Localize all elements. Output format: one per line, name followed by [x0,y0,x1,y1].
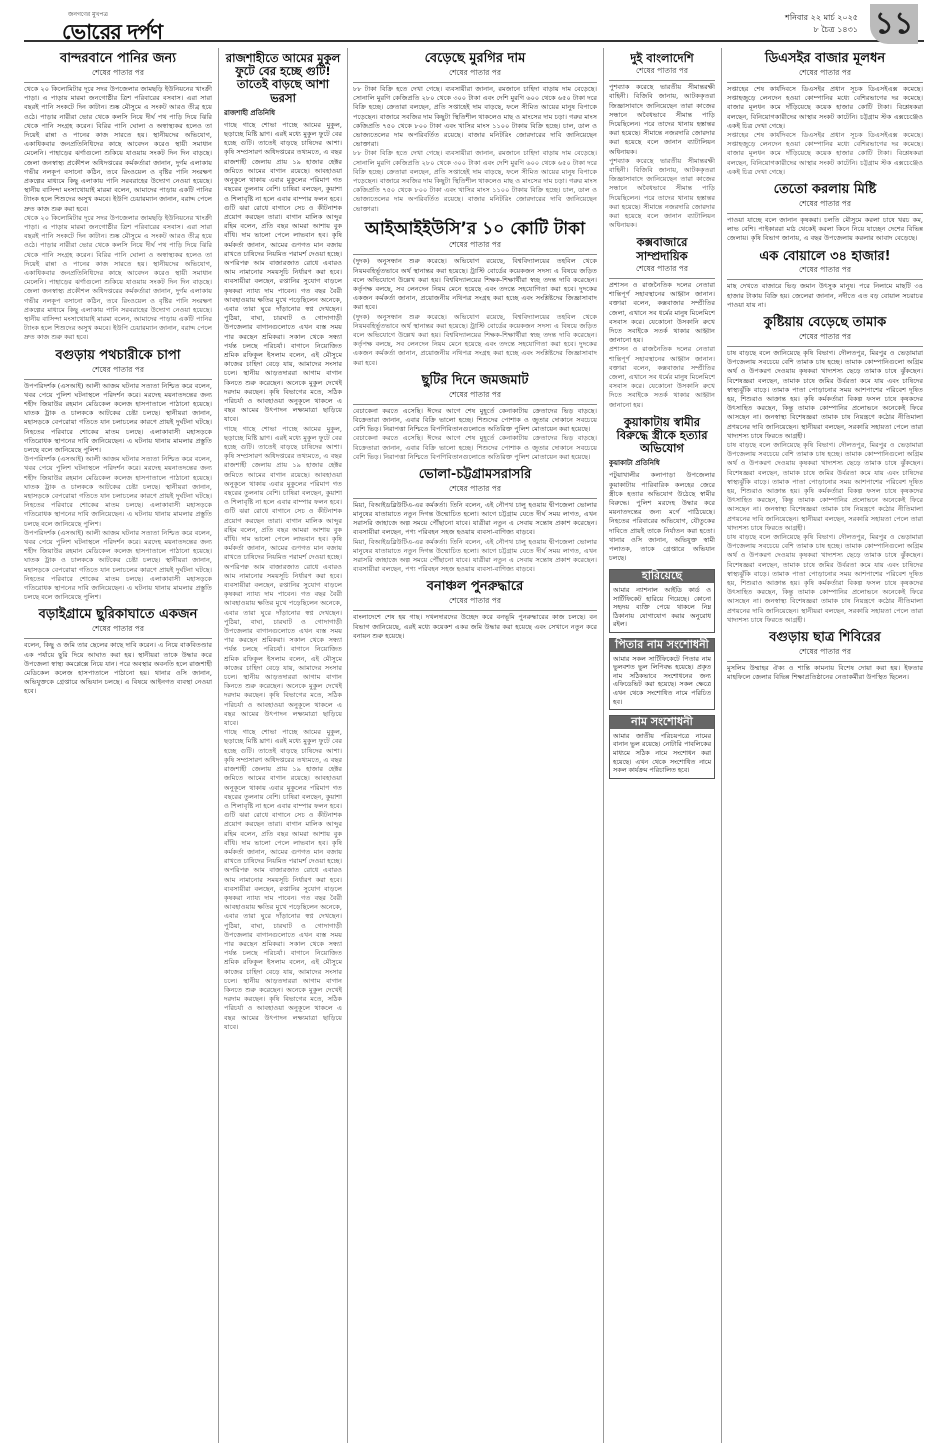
story-dse-capital [727,52,923,177]
story-body-continued: ৮৮ টাকা বিক্রি হতে দেখা গেছে। ব্যবসায়ীরা জানান, রমজানে চাহিদা বাড়ায় দাম বেড়েছে। সোনালি মুরগি কেজিপ্রতি ২৮০ থেকে ৩০০ টাকা এবং দেশি মুরগি ৬০০ থেকে ৬৫০ টাকা দরে বিক্রি হচ্ছে। ক্রেতারা বলছেন, প্রতি সপ্তাহেই দাম বাড়ছে, ফলে সীমিত আয়ের মানুষ বিপাকে পড়েছেন। বাজারে সবজির দাম কিছুটা স্থিতিশীল থাকলেও মাছ ও মাংসের দাম চড়া। গরুর মাংস কেজিপ্রতি ৭৫০ থেকে ৮০০ টাকা এবং খাসির মাংস ১১০০ টাকায় বিক্রি হচ্ছে। চাল, ডাল ও ভোজ্যতেলের দাম অপরিবর্তিত রয়েছে। বাজার মনিটরিং জোরদারের দাবি জানিয়েছেন ভোক্তারা। [353,149,597,213]
story-body: (দুদক) অনুসন্ধান শুরু করেছে। অভিযোগ রয়েছে, বিশ্ববিদ্যালয়ের তহবিল থেকে নিয়মবহির্ভূতভাবে অর্থ স্থানান্তর করা হয়েছে। ট্রাস্টি বোর্ডের কয়েকজন সদস্য এ বিষয়ে জড়িত বলে অভিযোগে উল্লেখ করা হয়। বিশ্ববিদ্যালয়ের শিক্ষক-শিক্ষার্থীরা স্বচ্ছ তদন্ত দাবি করেছেন। কর্তৃপক্ষ বলছে, সব লেনদেন নিয়ম মেনে হয়েছে এবং তদন্তে সহযোগিতা করা হবে। দুদকের একজন কর্মকর্তা জানান, প্রয়োজনীয় নথিপত্র সংগ্রহ করা হচ্ছে এবং সংশ্লিষ্টদের জিজ্ঞাসাবাদ করা হবে। [353,257,597,312]
continued-label: শেষের পাতার পর [727,68,923,83]
headline: কক্সবাজারে সাম্প্রদায়িক [636,235,688,263]
continued-label: শেষের পাতার পর [353,596,597,611]
continued-label: শেষের পাতার পর [24,365,212,380]
headline: বগুড়ায় ছাত্র শিবিরের [769,630,881,646]
story-body: বাংলাদেশে শেষ হয় গাছ। দখলদারদের উচ্ছেদ করে বনভূমি পুনরুদ্ধারের কাজ চলছে। বন বিভাগ জানিয়েছে, এরই মধ্যে কয়েকশ একর জমি উদ্ধার করা হয়েছে এবং সেখানে নতুন করে বনায়ন শুরু হয়েছে। [353,613,597,640]
story-body: বলেন, কিছু ও জমি তার ছেলের কাছে দাবি করেন। এ নিয়ে বাকবিতণ্ডার এক পর্যায়ে ছুরি দিয়ে আঘাত করা হয়। স্থানীয়রা তাকে উদ্ধার করে উপজেলা স্বাস্থ্য কমপ্লেক্সে নিয়ে যান। পরে অবস্থার অবনতি হলে রাজশাহী মেডিকেল কলেজ হাসপাতালে পাঠানো হয়। থানার ওসি জানান, অভিযুক্তকে গ্রেপ্তারে অভিযান চলছে। এ বিষয়ে আইনগত ব্যবস্থা নেওয়া হবে। [24,641,212,696]
headline: বড়াইগ্রামে ছুরিকাঘাতে একজন [38,607,198,623]
story-iiuc-funds [353,220,597,368]
headline: আইআইইউসি’র ১০ কোটি টাকা [364,218,586,239]
headline: তেতো করলায় মিষ্টি [773,181,877,197]
column-divider [721,48,722,1443]
story-kushtia-tobacco [727,316,923,625]
headline: ছুটির দিনে জমজমাট [421,372,529,388]
story-body: চাষ বাড়ছে বলে জানিয়েছে কৃষি বিভাগ। দৌলতপুর, মিরপুর ও ভেড়ামারা উপজেলায় সবচেয়ে বেশি তামাক চাষ হচ্ছে। তামাক কোম্পানিগুলো অগ্রিম অর্থ ও উপকরণ দেওয়ায় কৃষকরা খাদ্যশস্য ছেড়ে তামাক চাষে ঝুঁকছেন। বিশেষজ্ঞরা বলছেন, তামাক চাষে জমির উর্বরতা কমে যায় এবং চাষিদের স্বাস্থ্যঝুঁকি বাড়ে। তামাক পাতা পোড়ানোর সময় আশপাশের পরিবেশ দূষিত হয়, শিশুরাও আক্রান্ত হয়। কৃষি কর্মকর্তারা বিকল্প ফসল চাষে কৃষকদের উৎসাহিত করছেন, কিন্তু তামাক কোম্পানির প্রলোভনে অনেকেই ফিরে আসছেন না। জনস্বাস্থ্য বিশেষজ্ঞরা তামাক চাষ নিয়ন্ত্রণে কঠোর নীতিমালা প্রণয়নের দাবি জানিয়েছেন। স্থানীয়রা বলছেন, সরকারি সহায়তা পেলে তারা খাদ্যশস্য চাষে ফিরতে আগ্রহী। [727,349,923,440]
headline: কুয়াকাটায় স্বামীর বিরুদ্ধে স্ত্রীকে হত্যার অভিযোগ [616,414,708,456]
column-2 [224,48,342,1443]
story-body-continued: চাষ বাড়ছে বলে জানিয়েছে কৃষি বিভাগ। দৌলতপুর, মিরপুর ও ভেড়ামারা উপজেলায় সবচেয়ে বেশি তামাক চাষ হচ্ছে। তামাক কোম্পানিগুলো অগ্রিম অর্থ ও উপকরণ দেওয়ায় কৃষকরা খাদ্যশস্য ছেড়ে তামাক চাষে ঝুঁকছেন। বিশেষজ্ঞরা বলছেন, তামাক চাষে জমির উর্বরতা কমে যায় এবং চাষিদের স্বাস্থ্যঝুঁকি বাড়ে। তামাক পাতা পোড়ানোর সময় আশপাশের পরিবেশ দূষিত হয়, শিশুরাও আক্রান্ত হয়। কৃষি কর্মকর্তারা বিকল্প ফসল চাষে কৃষকদের উৎসাহিত করছেন, কিন্তু তামাক কোম্পানির প্রলোভনে অনেকেই ফিরে আসছেন না। জনস্বাস্থ্য বিশেষজ্ঞরা তামাক চাষ নিয়ন্ত্রণে কঠোর নীতিমালা প্রণয়নের দাবি জানিয়েছেন। স্থানীয়রা বলছেন, সরকারি সহায়তা পেলে তারা খাদ্যশস্য চাষে ফিরতে আগ্রহী। [727,441,923,532]
story-body: মিয়া, বিআইডব্লিউটিএ-এর কর্মকর্তা। তিনি বলেন, এই নৌপথ চালু হওয়ায় দ্বীপজেলা ভোলার মানুষের যাতায়াতে নতুন দিগন্ত উন্মোচিত হলো। আগে চট্টগ্রাম যেতে দীর্ঘ সময় লাগত, এখন সরাসরি জাহাজে অল্প সময়ে পৌঁছানো যাবে। যাত্রীরা নতুন এ সেবায় সন্তোষ প্রকাশ করেছেন। ব্যবসায়ীরা বলছেন, পণ্য পরিবহন সহজ হওয়ায় ব্যবসা-বাণিজ্য বাড়বে। [353,500,597,537]
dateline [785,12,858,36]
story-body-continued: গাছে গাছে শোভা পাচ্ছে আমের মুকুল, ছড়াচ্ছে মিষ্টি ঘ্রাণ। এরই মধ্যে মুকুল ফুটে বের হচ্ছে গুটি। তাতেই বাড়ছে চাষিদের আশা। কৃষি সম্প্রসারণ অধিদপ্তরের তথ্যমতে, এ বছর রাজশাহী জেলায় প্রায় ১৯ হাজার হেক্টর জমিতে আমের বাগান রয়েছে। আবহাওয়া অনুকূলে থাকায় এবার মুকুলের পরিমাণ গত বছরের তুলনায় বেশি। চাষিরা বলছেন, কুয়াশা ও শিলাবৃষ্টি না হলে এবার বাম্পার ফলন হবে। গুটি ঝরা রোধে বাগানে সেচ ও কীটনাশক প্রয়োগ করছেন তারা। বাগান মালিক আব্দুর রহিম বলেন, প্রতি বছর আমরা আশায় বুক বাঁধি। দাম ভালো পেলে লাভবান হব। কৃষি কর্মকর্তা জানান, আমের গুণগত মান বজায় রাখতে চাষিদের নিয়মিত পরামর্শ দেওয়া হচ্ছে। অপরিপক্ব আম বাজারজাত রোধে এবারও আম নামানোর সময়সূচি নির্ধারণ করা হবে। ব্যবসায়ীরা বলছেন, রপ্তানির সুযোগ বাড়লে কৃষকরা ন্যায্য দাম পাবেন। গত বছর বৈরী আবহাওয়ায় ক্ষতির মুখে পড়েছিলেন অনেকে, এবার তারা ঘুরে দাঁড়ানোর স্বপ্ন দেখছেন। পুঠিয়া, বাঘা, চারঘাট ও গোদাগাড়ী উপজেলার বাগানগুলোতে এখন ব্যস্ত সময় পার করছেন শ্রমিকরা। সকাল থেকে সন্ধ্যা পর্যন্ত চলছে পরিচর্যা। বাগানে নিয়োজিত শ্রমিক রফিকুল ইসলাম বলেন, এই মৌসুমে কাজের চাহিদা বেড়ে যায়, আমাদের সংসার চলে। স্থানীয় আড়তদাররা আগাম বাগান কিনতে শুরু করেছেন। অনেকে মুকুল দেখেই দরদাম করছেন। কৃষি বিভাগের মতে, সঠিক পরিচর্যা ও আবহাওয়া অনুকূলে থাকলে এ বছর আমের উৎপাদন লক্ষ্যমাত্রা ছাড়িয়ে যাবে। [224,424,342,728]
story-bogura-shibir [727,631,923,682]
story-body: পটুয়াখালীর কলাপাড়া উপজেলার কুয়াকাটায় পারিবারিক কলহের জেরে স্ত্রীকে হত্যার অভিযোগ উঠেছে স্বামীর বিরুদ্ধে। পুলিশ মরদেহ উদ্ধার করে ময়নাতদন্তের জন্য মর্গে পাঠিয়েছে। নিহতের পরিবারের অভিযোগ, যৌতুকের দাবিতে প্রায়ই তাকে নির্যাতন করা হতো। থানার ওসি জানান, অভিযুক্ত স্বামী পলাতক, তাকে গ্রেপ্তারে অভিযান চলছে। [609,471,715,563]
continued-label: শেষের পাতার পর [727,332,923,347]
story-rajshahi-mango [224,52,342,1032]
story-body-continued: প্রশাসন ও রাজনৈতিক দলের নেতারা শান্তিপূর্ণ সহাবস্থানের আহ্বান জানান। বক্তারা বলেন, কক্সবাজার সম্প্রীতির জেলা, এখানে সব ধর্মের মানুষ মিলেমিশে বসবাস করে। যেকোনো উসকানি রুখে দিতে সবাইকে সতর্ক থাকার আহ্বান জানানো হয়। [609,345,715,409]
story-body-continued: গাছে গাছে শোভা পাচ্ছে আমের মুকুল, ছড়াচ্ছে মিষ্টি ঘ্রাণ। এরই মধ্যে মুকুল ফুটে বের হচ্ছে গুটি। তাতেই বাড়ছে চাষিদের আশা। কৃষি সম্প্রসারণ অধিদপ্তরের তথ্যমতে, এ বছর রাজশাহী জেলায় প্রায় ১৯ হাজার হেক্টর জমিতে আমের বাগান রয়েছে। আবহাওয়া অনুকূলে থাকায় এবার মুকুলের পরিমাণ গত বছরের তুলনায় বেশি। চাষিরা বলছেন, কুয়াশা ও শিলাবৃষ্টি না হলে এবার বাম্পার ফলন হবে। গুটি ঝরা রোধে বাগানে সেচ ও কীটনাশক প্রয়োগ করছেন তারা। বাগান মালিক আব্দুর রহিম বলেন, প্রতি বছর আমরা আশায় বুক বাঁধি। দাম ভালো পেলে লাভবান হব। কৃষি কর্মকর্তা জানান, আমের গুণগত মান বজায় রাখতে চাষিদের নিয়মিত পরামর্শ দেওয়া হচ্ছে। অপরিপক্ব আম বাজারজাত রোধে এবারও আম নামানোর সময়সূচি নির্ধারণ করা হবে। ব্যবসায়ীরা বলছেন, রপ্তানির সুযোগ বাড়লে কৃষকরা ন্যায্য দাম পাবেন। গত বছর বৈরী আবহাওয়ায় ক্ষতির মুখে পড়েছিলেন অনেকে, এবার তারা ঘুরে দাঁড়ানোর স্বপ্ন দেখছেন। পুঠিয়া, বাঘা, চারঘাট ও গোদাগাড়ী উপজেলার বাগানগুলোতে এখন ব্যস্ত সময় পার করছেন শ্রমিকরা। সকাল থেকে সন্ধ্যা পর্যন্ত চলছে পরিচর্যা। বাগানে নিয়োজিত শ্রমিক রফিকুল ইসলাম বলেন, এই মৌসুমে কাজের চাহিদা বেড়ে যায়, আমাদের সংসার চলে। স্থানীয় আড়তদাররা আগাম বাগান কিনতে শুরু করেছেন। অনেকে মুকুল দেখেই দরদাম করছেন। কৃষি বিভাগের মতে, সঠিক পরিচর্যা ও আবহাওয়া অনুকূলে থাকলে এ বছর আমের উৎপাদন লক্ষ্যমাত্রা ছাড়িয়ে যাবে। [224,728,342,1031]
story-baraigram-stabbing [24,608,212,696]
story-body: গাছে গাছে শোভা পাচ্ছে আমের মুকুল, ছড়াচ্ছে মিষ্টি ঘ্রাণ। এরই মধ্যে মুকুল ফুটে বের হচ্ছে গুটি। তাতেই বাড়ছে চাষিদের আশা। কৃষি সম্প্রসারণ অধিদপ্তরের তথ্যমতে, এ বছর রাজশাহী জেলায় প্রায় ১৯ হাজার হেক্টর জমিতে আমের বাগান রয়েছে। আবহাওয়া অনুকূলে থাকায় এবার মুকুলের পরিমাণ গত বছরের তুলনায় বেশি। চাষিরা বলছেন, কুয়াশা ও শিলাবৃষ্টি না হলে এবার বাম্পার ফলন হবে। গুটি ঝরা রোধে বাগানে সেচ ও কীটনাশক প্রয়োগ করছেন তারা। বাগান মালিক আব্দুর রহিম বলেন, প্রতি বছর আমরা আশায় বুক বাঁধি। দাম ভালো পেলে লাভবান হব। কৃষি কর্মকর্তা জানান, আমের গুণগত মান বজায় রাখতে চাষিদের নিয়মিত পরামর্শ দেওয়া হচ্ছে। অপরিপক্ব আম বাজারজাত রোধে এবারও আম নামানোর সময়সূচি নির্ধারণ করা হবে। ব্যবসায়ীরা বলছেন, রপ্তানির সুযোগ বাড়লে কৃষকরা ন্যায্য দাম পাবেন। গত বছর বৈরী আবহাওয়ায় ক্ষতির মুখে পড়েছিলেন অনেকে, এবার তারা ঘুরে দাঁড়ানোর স্বপ্ন দেখছেন। পুঠিয়া, বাঘা, চারঘাট ও গোদাগাড়ী উপজেলার বাগানগুলোতে এখন ব্যস্ত সময় পার করছেন শ্রমিকরা। সকাল থেকে সন্ধ্যা পর্যন্ত চলছে পরিচর্যা। বাগানে নিয়োজিত শ্রমিক রফিকুল ইসলাম বলেন, এই মৌসুমে কাজের চাহিদা বেড়ে যায়, আমাদের সংসার চলে। স্থানীয় আড়তদাররা আগাম বাগান কিনতে শুরু করেছেন। অনেকে মুকুল দেখেই দরদাম করছেন। কৃষি বিভাগের মতে, সঠিক পরিচর্যা ও আবহাওয়া অনুকূলে থাকলে এ বছর আমের উৎপাদন লক্ষ্যমাত্রা ছাড়িয়ে যাবে। [224,120,342,424]
story-body-continued: (দুদক) অনুসন্ধান শুরু করেছে। অভিযোগ রয়েছে, বিশ্ববিদ্যালয়ের তহবিল থেকে নিয়মবহির্ভূতভাবে অর্থ স্থানান্তর করা হয়েছে। ট্রাস্টি বোর্ডের কয়েকজন সদস্য এ বিষয়ে জড়িত বলে অভিযোগে উল্লেখ করা হয়। বিশ্ববিদ্যালয়ের শিক্ষক-শিক্ষার্থীরা স্বচ্ছ তদন্ত দাবি করেছেন। কর্তৃপক্ষ বলছে, সব লেনদেন নিয়ম মেনে হয়েছে এবং তদন্তে সহযোগিতা করা হবে। দুদকের একজন কর্মকর্তা জানান, প্রয়োজনীয় নথিপত্র সংগ্রহ করা হচ্ছে এবং সংশ্লিষ্টদের জিজ্ঞাসাবাদ করা হবে। [353,312,597,367]
headline: বনাঞ্চল পুনরুদ্ধারে [426,579,524,595]
newspaper-logo: ভোরের দর্পণ [62,20,163,44]
classified-body: আমার ন্যাশনাল আইডি কার্ড ও সার্টিফিকেট হারিয়ে গিয়েছে। কোনো সহৃদয় ব্যক্তি পেয়ে থাকলে নিম্ন ঠিকানায় যোগাযোগ করার অনুরোধ রইল। [613,586,711,629]
story-body-continued: বেচাকেনা করতে এসেছি। ঈদের আগে শেষ মুহূর্তে কেনাকাটায় ক্রেতাদের ভিড় বাড়ছে। বিক্রেতারা জানান, এবার বিক্রি ভালো হচ্ছে। শিশুদের পোশাক ও জুতার দোকানে সবচেয়ে বেশি ভিড়। নিরাপত্তা নিশ্চিতে বিপণিবিতানগুলোতে অতিরিক্ত পুলিশ মোতায়েন করা হয়েছে। [353,434,597,461]
classified-title: পিতার নাম সংশোধনী [610,639,714,652]
continued-label: শেষের পাতার পর [727,199,923,214]
story-body-continued: পুশব্যাক করেছে ভারতীয় সীমান্তরক্ষী বাহিনী। বিজিবি জানায়, আটককৃতরা জিজ্ঞাসাবাদে জানিয়েছেন তারা কাজের সন্ধানে অবৈধভাবে সীমান্ত পাড়ি দিয়েছিলেন। পরে তাদের থানায় হস্তান্তর করা হয়েছে। সীমান্তে নজরদারি জোরদার করা হয়েছে বলে জানান ব্যাটালিয়ন অধিনায়ক। [609,156,715,230]
classified-body: আমার জাতীয় পরিচয়পত্রে নামের বানান ভুল রয়েছে। নোটারি পাবলিকের মাধ্যমে সঠিক নামে সংশোধন করা হয়েছে। এখন থেকে সংশোধিত নামে সকল কার্যক্রম পরিচালিত হবে। [613,731,711,775]
continued-label: শেষের পাতার পর [24,624,212,639]
column-4 [609,48,715,1443]
story-body: প্রশাসন ও রাজনৈতিক দলের নেতারা শান্তিপূর্ণ সহাবস্থানের আহ্বান জানান। বক্তারা বলেন, কক্সবাজার সম্প্রীতির জেলা, এখানে সব ধর্মের মানুষ মিলেমিশে বসবাস করে। যেকোনো উসকানি রুখে দিতে সবাইকে সতর্ক থাকার আহ্বান জানানো হয়। [609,280,715,345]
page-number: ১১ [870,4,918,44]
continued-label: শেষের পাতার পর [353,68,597,83]
story-boal-fish [727,250,923,311]
continued-label: শেষের পাতার পর [353,484,597,499]
story-body: থেকে ২০ কিলোমিটার দূরে সদর উপজেলার জামছড়ি ইউনিয়নের খাংক্রী পাড়া। এ পাড়ায় মারমা জনগোষ্ঠীর ত্রিশ পরিবারের বসবাস। এরা সারা বছরই পানি সংকটে দিন কাটান। শুষ্ক মৌসুমে এ সংকট আরও তীব্র হয়ে ওঠে। পাড়ার নারীরা ভোর থেকে কলসি নিয়ে দীর্ঘ পথ পাড়ি দিয়ে ঝিরি থেকে পানি সংগ্রহ করেন। বিরির পানি ঘোলা ও অস্বাস্থ্যকর হলেও তা দিয়েই রান্না ও পানের কাজ সারতে হয়। স্থানীয়দের অভিযোগ, একাধিকবার জনপ্রতিনিধিদের কাছে আবেদন করেও স্থায়ী সমাধান মেলেনি। পাহাড়ের ঝর্ণাগুলো শুকিয়ে যাওয়ায় সংকট দিন দিন বাড়ছে। জেলা জনস্বাস্থ্য প্রকৌশল অধিদপ্তরের কর্মকর্তারা জানান, দুর্গম এলাকায় গভীর নলকূপ বসানো কঠিন, তবে রিংওয়েল ও বৃষ্টির পানি সংরক্ষণ প্রকল্পের মাধ্যমে কিছু এলাকায় পানি সরবরাহের উদ্যোগ নেওয়া হয়েছে। স্থানীয় বাসিন্দা মংসাথোয়াই মারমা বলেন, আমাদের পাড়ায় একটি পানির ট্যাংক হলে শিশুদের অসুখ কমবে। ইউপি চেয়ারম্যান জানান, বরাদ্দ পেলে দ্রুত কাজ শুরু করা হবে। [24,84,212,213]
headline: ডিএসইর বাজার মূলধন [764,51,886,66]
story-bogura-pedestrian [24,349,212,603]
story-body-continued: মিয়া, বিআইডব্লিউটিএ-এর কর্মকর্তা। তিনি বলেন, এই নৌপথ চালু হওয়ায় দ্বীপজেলা ভোলার মানুষের যাতায়াতে নতুন দিগন্ত উন্মোচিত হলো। আগে চট্টগ্রাম যেতে দীর্ঘ সময় লাগত, এখন সরাসরি জাহাজে অল্প সময়ে পৌঁছানো যাবে। যাত্রীরা নতুন এ সেবায় সন্তোষ প্রকাশ করেছেন। ব্যবসায়ীরা বলছেন, পণ্য পরিবহন সহজ হওয়ায় ব্যবসা-বাণিজ্য বাড়বে। [353,537,597,574]
continued-label: শেষের পাতার পর [727,647,923,662]
continued-label: শেষের পাতার পর [727,265,923,280]
story-body-continued: সপ্তাহের শেষ কার্যদিবসে ডিএসইর প্রধান সূচক ডিএসইএক্স কমেছে। সপ্তাহজুড়ে লেনদেন হওয়া কোম্পানির মধ্যে বেশিরভাগের দর কমেছে। বাজার মূলধন কমে দাঁড়িয়েছে কয়েক হাজার কোটি টাকা। বিশ্লেষকরা বলছেন, বিনিয়োগকারীদের আস্থার সংকট কাটেনি। চট্টগ্রাম স্টক এক্সচেঞ্জেও একই চিত্র দেখা গেছে। [727,130,923,176]
classified-father-name [609,638,715,710]
classified-title: নাম সংশোধনী [610,716,714,729]
story-body: পাওয়া যাচ্ছে বলে জানান কৃষকরা। চলতি মৌসুমে করলা চাষে খরচ কম, লাভ বেশি। পাইকাররা মাঠ থেকেই করলা কিনে নিয়ে যাচ্ছেন দেশের বিভিন্ন জেলায়। কৃষি বিভাগ জানায়, এ বছর উপজেলায় করলার আবাদ বেড়েছে। [727,215,923,243]
story-body: মাছ দেখতে বাজারে ভিড় জমান উৎসুক মানুষ। পরে নিলামে মাছটি ৩৪ হাজার টাকায় বিক্রি হয়। জেলেরা জানান, নদীতে এত বড় বোয়াল সচরাচর পাওয়া যায় না। [727,282,923,309]
story-forest-recovery [353,580,597,641]
classified-title: হারিয়েছে [610,570,714,583]
story-two-bangladeshis [609,52,715,230]
headline: ভোলা-চট্টগ্রামসরাসরি [418,466,532,482]
masthead [24,6,924,42]
story-body: পুশব্যাক করেছে ভারতীয় সীমান্তরক্ষী বাহিনী। বিজিবি জানায়, আটককৃতরা জিজ্ঞাসাবাদে জানিয়েছেন তারা কাজের সন্ধানে অবৈধভাবে সীমান্ত পাড়ি দিয়েছিলেন। পরে তাদের থানায় হস্তান্তর করা হয়েছে। সীমান্তে নজরদারি জোরদার করা হয়েছে বলে জানান ব্যাটালিয়ন অধিনায়ক। [609,83,715,156]
headline: দুই বাংলাদেশি [630,51,694,65]
headline: কুষ্টিয়ায় বেড়েছে তামাক [763,315,887,331]
story-bitter-gourd [727,183,923,244]
column-3 [353,48,597,1443]
story-body-continued: উপপরিদর্শক (এসআই) আলী আজম ঘটনার সত্যতা নিশ্চিত করে বলেন, খবর পেয়ে পুলিশ ঘটনাস্থলে পরিদর্শন করে। মরদেহ ময়নাতদন্তের জন্য শহীদ জিয়াউর রহমান মেডিকেল কলেজ হাসপাতালে পাঠানো হয়েছে। ঘাতক ট্রাক ও চালককে আটকের চেষ্টা চলছে। স্থানীয়রা জানান, মহাসড়কে বেপরোয়া গতিতে যান চলাচলের কারণে প্রায়ই দুর্ঘটনা ঘটছে। নিহতের পরিবারে শোকের মাতম চলছে। এলাকাবাসী মহাসড়কে গতিরোধক স্থাপনের দাবি জানিয়েছেন। এ ঘটনায় থানায় মামলার প্রস্তুতি চলছে বলে জানিয়েছে পুলিশ। [24,528,212,602]
masthead-tagline: জনগণের মুখপত্র [68,11,108,18]
classified-body: আমার সকল সার্টিফিকেটে পিতার নাম ভুলবশত ভুল লিপিবদ্ধ হয়েছে। প্রকৃত নাম সঠিকভাবে সংশোধনের জন্য এফিডেভিট করা হয়েছে। সকল ক্ষেত্রে এখন থেকে সংশোধিত নামে পরিচিত হব। [613,654,711,706]
story-body-continued: থেকে ২০ কিলোমিটার দূরে সদর উপজেলার জামছড়ি ইউনিয়নের খাংক্রী পাড়া। এ পাড়ায় মারমা জনগোষ্ঠীর ত্রিশ পরিবারের বসবাস। এরা সারা বছরই পানি সংকটে দিন কাটান। শুষ্ক মৌসুমে এ সংকট আরও তীব্র হয়ে ওঠে। পাড়ার নারীরা ভোর থেকে কলসি নিয়ে দীর্ঘ পথ পাড়ি দিয়ে ঝিরি থেকে পানি সংগ্রহ করেন। বিরির পানি ঘোলা ও অস্বাস্থ্যকর হলেও তা দিয়েই রান্না ও পানের কাজ সারতে হয়। স্থানীয়দের অভিযোগ, একাধিকবার জনপ্রতিনিধিদের কাছে আবেদন করেও স্থায়ী সমাধান মেলেনি। পাহাড়ের ঝর্ণাগুলো শুকিয়ে যাওয়ায় সংকট দিন দিন বাড়ছে। জেলা জনস্বাস্থ্য প্রকৌশল অধিদপ্তরের কর্মকর্তারা জানান, দুর্গম এলাকায় গভীর নলকূপ বসানো কঠিন, তবে রিংওয়েল ও বৃষ্টির পানি সংরক্ষণ প্রকল্পের মাধ্যমে কিছু এলাকায় পানি সরবরাহের উদ্যোগ নেওয়া হয়েছে। স্থানীয় বাসিন্দা মংসাথোয়াই মারমা বলেন, আমাদের পাড়ায় একটি পানির ট্যাংক হলে শিশুদের অসুখ কমবে। ইউপি চেয়ারম্যান জানান, বরাদ্দ পেলে দ্রুত কাজ শুরু করা হবে। [24,213,212,342]
story-holiday-crowd [353,374,597,462]
headline: বান্দরবানে পানির জন্য [59,51,176,66]
story-water-crisis [24,52,212,343]
headline: বগুড়ায় পথচারীকে চাপা [55,347,181,363]
date-bengali: ৮ চৈত্র ১৪৩১ [813,25,858,34]
continued-label: শেষের পাতার পর [353,390,597,405]
classified-name-correction [609,715,715,779]
byline: রাজশাহী প্রতিনিধি [224,108,276,117]
column-divider [603,48,604,1443]
story-body-continued: উপপরিদর্শক (এসআই) আলী আজম ঘটনার সত্যতা নিশ্চিত করে বলেন, খবর পেয়ে পুলিশ ঘটনাস্থলে পরিদর্শন করে। মরদেহ ময়নাতদন্তের জন্য শহীদ জিয়াউর রহমান মেডিকেল কলেজ হাসপাতালে পাঠানো হয়েছে। ঘাতক ট্রাক ও চালককে আটকের চেষ্টা চলছে। স্থানীয়রা জানান, মহাসড়কে বেপরোয়া গতিতে যান চলাচলের কারণে প্রায়ই দুর্ঘটনা ঘটছে। নিহতের পরিবারে শোকের মাতম চলছে। এলাকাবাসী মহাসড়কে গতিরোধক স্থাপনের দাবি জানিয়েছেন। এ ঘটনায় থানায় মামলার প্রস্তুতি চলছে বলে জানিয়েছে পুলিশ। [24,455,212,528]
story-kuakata-murder [609,416,715,564]
column-divider [218,48,219,1443]
continued-label: শেষের পাতার পর [24,68,212,83]
column-5 [727,48,923,1443]
column-1 [24,48,212,1443]
column-divider [347,48,348,1443]
date-english: শনিবার ২২ মার্চ ২০২৫ [785,13,858,22]
classified-lost [609,569,715,633]
continued-label: শেষের পাতার পর [609,264,715,279]
byline: কুয়াকাটা প্রতিনিধি [609,459,660,468]
story-coxsbazar [609,236,715,409]
headline: বেড়েছে মুরগির দাম [424,51,526,66]
story-body: সপ্তাহের শেষ কার্যদিবসে ডিএসইর প্রধান সূচক ডিএসইএক্স কমেছে। সপ্তাহজুড়ে লেনদেন হওয়া কোম্পানির মধ্যে বেশিরভাগের দর কমেছে। বাজার মূলধন কমে দাঁড়িয়েছে কয়েক হাজার কোটি টাকা। বিশ্লেষকরা বলছেন, বিনিয়োগকারীদের আস্থার সংকট কাটেনি। চট্টগ্রাম স্টক এক্সচেঞ্জেও একই চিত্র দেখা গেছে। [727,84,923,130]
story-body: বেচাকেনা করতে এসেছি। ঈদের আগে শেষ মুহূর্তে কেনাকাটায় ক্রেতাদের ভিড় বাড়ছে। বিক্রেতারা জানান, এবার বিক্রি ভালো হচ্ছে। শিশুদের পোশাক ও জুতার দোকানে সবচেয়ে বেশি ভিড়। নিরাপত্তা নিশ্চিতে বিপণিবিতানগুলোতে অতিরিক্ত পুলিশ মোতায়েন করা হয়েছে। [353,406,597,434]
story-chicken-price [353,52,597,214]
story-body-continued: চাষ বাড়ছে বলে জানিয়েছে কৃষি বিভাগ। দৌলতপুর, মিরপুর ও ভেড়ামারা উপজেলায় সবচেয়ে বেশি তামাক চাষ হচ্ছে। তামাক কোম্পানিগুলো অগ্রিম অর্থ ও উপকরণ দেওয়ায় কৃষকরা খাদ্যশস্য ছেড়ে তামাক চাষে ঝুঁকছেন। বিশেষজ্ঞরা বলছেন, তামাক চাষে জমির উর্বরতা কমে যায় এবং চাষিদের স্বাস্থ্যঝুঁকি বাড়ে। তামাক পাতা পোড়ানোর সময় আশপাশের পরিবেশ দূষিত হয়, শিশুরাও আক্রান্ত হয়। কৃষি কর্মকর্তারা বিকল্প ফসল চাষে কৃষকদের উৎসাহিত করছেন, কিন্তু তামাক কোম্পানির প্রলোভনে অনেকেই ফিরে আসছেন না। জনস্বাস্থ্য বিশেষজ্ঞরা তামাক চাষ নিয়ন্ত্রণে কঠোর নীতিমালা প্রণয়নের দাবি জানিয়েছেন। স্থানীয়রা বলছেন, সরকারি সহায়তা পেলে তারা খাদ্যশস্য চাষে ফিরতে আগ্রহী। [727,533,923,624]
headline: এক বোয়ালে ৩৪ হাজার! [759,248,891,264]
continued-label: শেষের পাতার পর [353,240,597,255]
story-bhola-ctg-route [353,468,597,575]
story-body: ৮৮ টাকা বিক্রি হতে দেখা গেছে। ব্যবসায়ীরা জানান, রমজানে চাহিদা বাড়ায় দাম বেড়েছে। সোনালি মুরগি কেজিপ্রতি ২৮০ থেকে ৩০০ টাকা এবং দেশি মুরগি ৬০০ থেকে ৬৫০ টাকা দরে বিক্রি হচ্ছে। ক্রেতারা বলছেন, প্রতি সপ্তাহেই দাম বাড়ছে, ফলে সীমিত আয়ের মানুষ বিপাকে পড়েছেন। বাজারে সবজির দাম কিছুটা স্থিতিশীল থাকলেও মাছ ও মাংসের দাম চড়া। গরুর মাংস কেজিপ্রতি ৭৫০ থেকে ৮০০ টাকা এবং খাসির মাংস ১১০০ টাকায় বিক্রি হচ্ছে। চাল, ডাল ও ভোজ্যতেলের দাম অপরিবর্তিত রয়েছে। বাজার মনিটরিং জোরদারের দাবি জানিয়েছেন ভোক্তারা। [353,84,597,149]
continued-label: শেষের পাতার পর [609,66,715,81]
story-body: মুসলিম উম্মাহর ঐক্য ও শান্তি কামনায় বিশেষ দোয়া করা হয়। ইফতার মাহফিলে জেলার বিভিন্ন শিক্ষাপ্রতিষ্ঠানের নেতাকর্মীরা উপস্থিত ছিলেন। [727,664,923,682]
headline: রাজশাহীতে আমের মুকুল ফুটে বের হচ্ছে গুটি! তাতেই বাড়ছে আশা ভরসা [225,51,341,105]
story-body: উপপরিদর্শক (এসআই) আলী আজম ঘটনার সত্যতা নিশ্চিত করে বলেন, খবর পেয়ে পুলিশ ঘটনাস্থলে পরিদর্শন করে। মরদেহ ময়নাতদন্তের জন্য শহীদ জিয়াউর রহমান মেডিকেল কলেজ হাসপাতালে পাঠানো হয়েছে। ঘাতক ট্রাক ও চালককে আটকের চেষ্টা চলছে। স্থানীয়রা জানান, মহাসড়কে বেপরোয়া গতিতে যান চলাচলের কারণে প্রায়ই দুর্ঘটনা ঘটছে। নিহতের পরিবারে শোকের মাতম চলছে। এলাকাবাসী মহাসড়কে গতিরোধক স্থাপনের দাবি জানিয়েছেন। এ ঘটনায় থানায় মামলার প্রস্তুতি চলছে বলে জানিয়েছে পুলিশ। [24,381,212,454]
